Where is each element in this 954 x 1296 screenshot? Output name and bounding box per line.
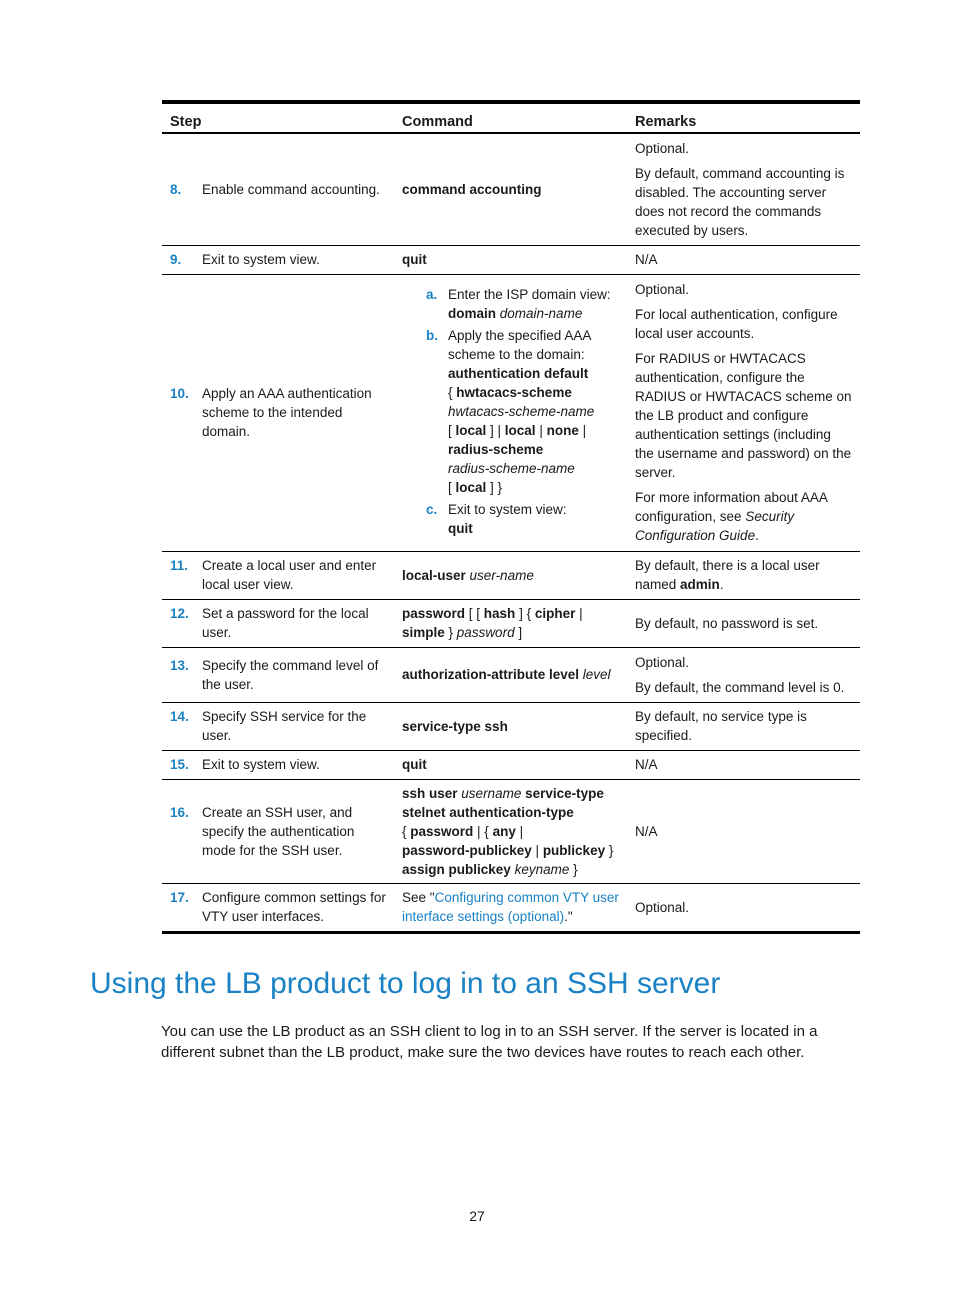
step-cell — [162, 779, 394, 883]
header-command: Command — [394, 102, 627, 133]
step-cell — [162, 702, 394, 750]
step-description: Exit to system view. — [202, 757, 320, 772]
step-description: Create a local user and enter local user view. — [202, 558, 377, 592]
remark: For RADIUS or HWTACACS authentication, configure the RADIUS or HWTACACS scheme on the LB product and configure authentication settings (including the username and password) on the server. — [635, 351, 852, 480]
see-text: See " — [402, 890, 435, 905]
substep-letter: b. — [426, 327, 438, 343]
command-keyword: local — [504, 422, 536, 438]
remarks-cell — [627, 599, 860, 647]
remarks-cell — [627, 245, 860, 274]
remark: By default, the command level is 0. — [635, 679, 845, 695]
step-cell — [162, 647, 394, 702]
command-keyword: ssh user — [402, 785, 458, 801]
step-cell — [162, 599, 394, 647]
command-cell — [394, 551, 627, 599]
substep-letter: c. — [426, 501, 438, 517]
step-description: Exit to system view. — [202, 252, 320, 267]
substep — [426, 500, 619, 538]
step-number: 13. — [170, 657, 189, 673]
command-keyword: radius-scheme — [448, 441, 544, 457]
command-keyword: simple — [402, 625, 445, 640]
step-number: 8. — [170, 181, 182, 197]
command-cell — [394, 245, 627, 274]
command-cell — [394, 883, 627, 932]
remarks-cell — [627, 779, 860, 883]
command-argument: level — [582, 667, 611, 682]
remark: Optional. — [635, 282, 690, 297]
command-keyword: local — [455, 422, 487, 438]
step-description: Specify the command level of the user. — [202, 657, 379, 692]
table-row — [162, 779, 860, 883]
step-cell — [162, 750, 394, 779]
remark: Optional. — [635, 140, 690, 156]
command-keyword: cipher — [534, 606, 576, 621]
command-keyword: service-type — [525, 785, 604, 801]
section-paragraph: You can use the LB product as an SSH client to log in to an SSH server. If the server is located in a different subnet than the LB product, make sure the two devices have routes to reach each other. — [161, 1023, 818, 1061]
command-cell: ssh user username service-type stelnet authentication-type { password | { any | password-publickey | publickey } assign publickey keyname } — [394, 779, 627, 883]
remarks-cell — [627, 750, 860, 779]
command-keyword: assign publickey — [402, 861, 511, 877]
header-step: Step — [162, 102, 394, 133]
step-cell — [162, 551, 394, 599]
remarks-cell — [627, 883, 860, 932]
step-number: 17. — [170, 890, 189, 905]
remark-keyword: admin — [680, 577, 720, 592]
remark: For more information about AAA configuration, see Security Configuration Guide. — [635, 490, 828, 543]
vty-settings-link[interactable]: Configuring common VTY user interface settings (optional) — [402, 890, 619, 924]
table-header-row — [162, 102, 860, 133]
remark-text: By default, there is a local user named — [635, 558, 820, 592]
step-number: 10. — [170, 386, 189, 401]
substep — [426, 285, 619, 323]
substep-letter: a. — [426, 286, 438, 302]
remark: By default, command accounting is disabled. The accounting server does not record the commands executed by users. — [635, 165, 845, 238]
command-cell — [394, 750, 627, 779]
command-keyword: any — [492, 823, 516, 839]
substep-text: Enter the ISP domain view: — [448, 286, 611, 302]
step-description: Specify SSH service for the user. — [202, 709, 367, 743]
command-cell: password [ [ hash ] { cipher | simple } password ] — [394, 599, 627, 647]
table-row — [162, 551, 860, 599]
table-row — [162, 599, 860, 647]
command-cell — [394, 647, 627, 702]
remark: N/A — [635, 252, 658, 267]
step-number: 14. — [170, 709, 189, 724]
table-row — [162, 133, 860, 245]
command-argument: user-name — [469, 567, 534, 583]
command-keyword: password — [410, 823, 474, 839]
command-keyword: domain — [448, 305, 497, 321]
command-keyword: password-publickey — [402, 842, 532, 858]
header-remarks: Remarks — [627, 102, 860, 133]
step-cell — [162, 883, 394, 932]
remarks-cell — [627, 647, 860, 702]
command-keyword: local-user — [402, 567, 466, 583]
command-argument: username — [461, 785, 522, 801]
remarks-cell: By default, there is a local user named admin. — [627, 551, 860, 599]
command-table — [162, 100, 860, 934]
command-keyword: password — [402, 606, 466, 621]
command-keyword: hash — [483, 606, 516, 621]
step-description: Apply an AAA authentication scheme to the intended domain. — [202, 386, 372, 439]
step-number: 15. — [170, 757, 189, 772]
command-cell — [394, 274, 627, 551]
step-number: 16. — [170, 804, 189, 820]
remark: By default, no password is set. — [635, 615, 819, 631]
command-keyword: none — [546, 422, 579, 438]
step-number: 11. — [170, 558, 189, 573]
remark: Optional. — [635, 654, 690, 670]
substep-text: Apply the specified AAA scheme to the domain: — [448, 327, 591, 362]
command-keyword: quit — [448, 520, 473, 536]
command-argument: radius-scheme-name — [448, 460, 575, 476]
command-keyword: stelnet authentication-type — [402, 804, 574, 820]
remarks-cell — [627, 702, 860, 750]
command-cell — [394, 133, 627, 245]
command-text: command accounting — [402, 181, 542, 197]
remark: N/A — [635, 823, 658, 839]
table-row — [162, 245, 860, 274]
step-description: Set a password for the local user. — [202, 606, 369, 640]
remark: By default, no service type is specified. — [635, 709, 807, 743]
step-cell — [162, 133, 394, 245]
page-number: 27 — [469, 1208, 485, 1224]
step-description: Configure common settings for VTY user interfaces. — [202, 890, 386, 924]
command-keyword: authorization-attribute level — [402, 667, 580, 682]
section-title: Using the LB product to log in to an SSH server — [90, 967, 721, 1000]
table-row — [162, 647, 860, 702]
command-text: quit — [402, 757, 427, 772]
command-argument: password — [456, 625, 515, 640]
command-argument: hwtacacs-scheme-name — [448, 403, 595, 419]
remark: For local authentication, configure local user accounts. — [635, 307, 838, 341]
substep-text: Exit to system view: — [448, 501, 567, 517]
remark: N/A — [635, 757, 658, 772]
substep: b. Apply the specified AAA scheme to the domain: authentication default { hwtacacs-scheme hwtacacs-scheme-name [ local ] | local | none | radius-scheme radius-scheme-name [ local ] } — [426, 327, 595, 495]
step-number: 12. — [170, 606, 189, 621]
step-description: Create an SSH user, and specify the authentication mode for the SSH user. — [202, 804, 355, 858]
table-row — [162, 274, 860, 551]
command-argument: keyname — [514, 861, 570, 877]
command-cell — [394, 702, 627, 750]
remark: Optional. — [635, 899, 690, 915]
step-cell — [162, 274, 394, 551]
command-text: quit — [402, 252, 427, 267]
step-description: Enable command accounting. — [202, 181, 380, 197]
remarks-cell — [627, 274, 860, 551]
table-row — [162, 750, 860, 779]
remarks-cell — [627, 133, 860, 245]
step-number: 9. — [170, 252, 182, 267]
command-keyword: authentication default — [448, 365, 589, 381]
command-argument: domain-name — [499, 305, 583, 321]
command-keyword: hwtacacs-scheme — [456, 384, 572, 400]
command-keyword: local — [455, 479, 487, 495]
remark-text: For more information about AAA configuration, see — [635, 490, 828, 524]
guide-title: Security Configuration Guide — [635, 509, 795, 543]
table-row — [162, 883, 860, 932]
step-cell — [162, 245, 394, 274]
see-text-end: ." — [564, 909, 573, 924]
table-row — [162, 702, 860, 750]
command-text: service-type ssh — [402, 718, 508, 734]
command-keyword: publickey — [542, 842, 606, 858]
